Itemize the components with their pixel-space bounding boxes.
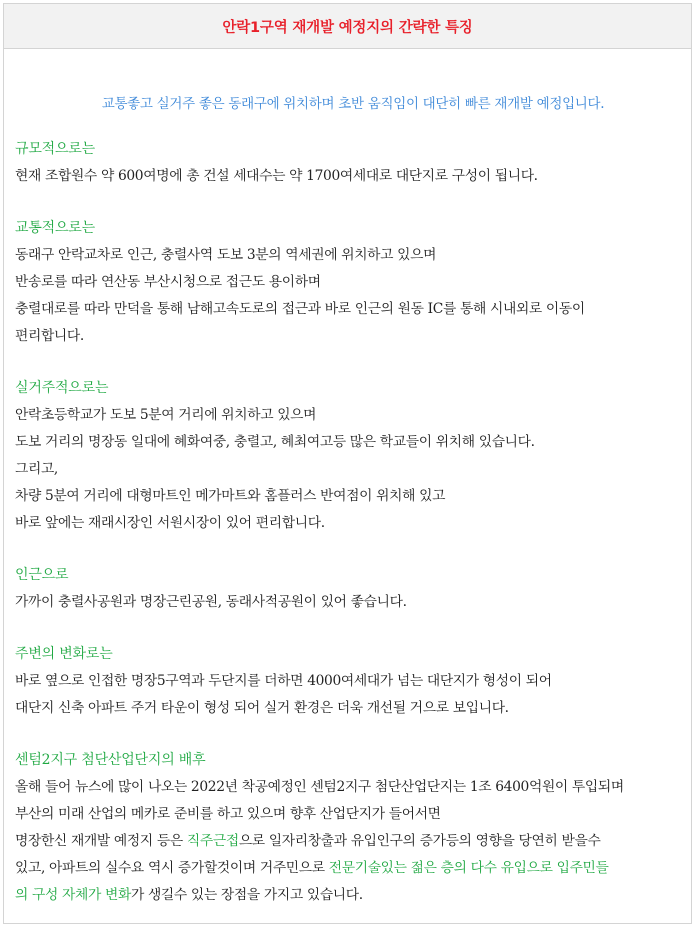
section-line: 올해 들어 뉴스에 많이 나오는 2022년 착공예정인 센텀2지구 첨단산업단지는 1조 6400억원이 투입되며 xyxy=(15,779,624,795)
section-heading: 실거주적으로는 xyxy=(15,380,109,396)
section-line: 그리고, xyxy=(15,461,58,477)
section-line xyxy=(15,882,691,909)
section-line: 부산의 미래 산업의 메카로 준비를 하고 있으며 향후 산업단지가 들어서면 xyxy=(15,806,441,822)
section-line: 바로 앞에는 재래시장인 서원시장이 있어 편리합니다. xyxy=(15,515,325,531)
section-line: 가까이 충렬사공원과 명장근린공원, 동래사적공원이 있어 좋습니다. xyxy=(15,594,407,610)
line-text: 으로 일자리창출과 유입인구의 증가등의 영향을 당연히 받을수 xyxy=(238,833,601,849)
section-scale xyxy=(15,136,691,190)
intro-text: 교통좋고 실거주 좋은 동래구에 위치하며 초반 움직임이 대단히 빠른 재개발 예정입니다. xyxy=(101,96,605,112)
section-heading: 규모적으로는 xyxy=(15,141,95,157)
section-line: 도보 거리의 명장동 일대에 혜화여중, 충렬고, 혜최여고등 많은 학교들이 위치해 있습니다. xyxy=(15,434,535,450)
section-heading: 주변의 변화로는 xyxy=(15,646,113,662)
section-line: 편리합니다. xyxy=(15,328,84,344)
article-card xyxy=(3,3,692,924)
section-heading: 센텀2지구 첨단산업단지의 배후 xyxy=(15,752,206,768)
section-living xyxy=(15,375,691,537)
section-heading: 교통적으로는 xyxy=(15,220,95,236)
section-line: 안락초등학교가 도보 5분여 거리에 위치하고 있으며 xyxy=(15,407,317,423)
section-nearby xyxy=(15,562,691,616)
section-line xyxy=(15,828,691,855)
section-line: 동래구 안락교차로 인근, 충렬사역 도보 3분의 역세권에 위치하고 있으며 xyxy=(15,247,437,263)
line-text: 가 생길수 있는 장점을 가지고 있습니다. xyxy=(130,887,363,903)
section-changes xyxy=(15,641,691,722)
line-text: 명장한신 재개발 예정지 등은 xyxy=(15,833,187,849)
title-bar xyxy=(4,4,691,49)
section-line xyxy=(15,855,691,882)
highlight-text: 의 구성 자체가 변화 xyxy=(15,887,131,903)
section-line: 충렬대로를 따라 만덕을 통해 남해고속도로의 접근과 바로 인근의 원동 IC를 통해 시내외로 이동이 xyxy=(15,301,585,317)
highlight-text: 전문기술있는 젊은 층의 다수 유입으로 입주민들 xyxy=(328,860,609,876)
section-line: 대단지 신축 아파트 주거 타운이 형성 되어 실거 환경은 더욱 개선될 거으로 보입니다. xyxy=(15,700,509,716)
section-line: 바로 옆으로 인접한 명장5구역과 두단지를 더하면 4000여세대가 넘는 대단지가 형성이 되어 xyxy=(15,673,552,689)
highlight-text: 직주근접 xyxy=(186,833,239,849)
article-body xyxy=(4,92,691,909)
section-line: 반송로를 따라 연산동 부산시청으로 접근도 용이하며 xyxy=(15,274,321,290)
line-text: 있고, 아파트의 실수요 역시 증가할것이며 거주민으로 xyxy=(15,860,329,876)
section-centum xyxy=(15,747,691,909)
page-title: 안락1구역 재개발 예정지의 간략한 특징 xyxy=(222,19,473,36)
section-heading: 인근으로 xyxy=(15,567,69,583)
section-line: 현재 조합원수 약 600여명에 총 건설 세대수는 약 1700여세대로 대단지로 구성이 됩니다. xyxy=(15,168,538,184)
section-transport xyxy=(15,215,691,350)
section-line: 차량 5분여 거리에 대형마트인 메가마트와 홈플러스 반여점이 위치해 있고 xyxy=(15,488,446,504)
